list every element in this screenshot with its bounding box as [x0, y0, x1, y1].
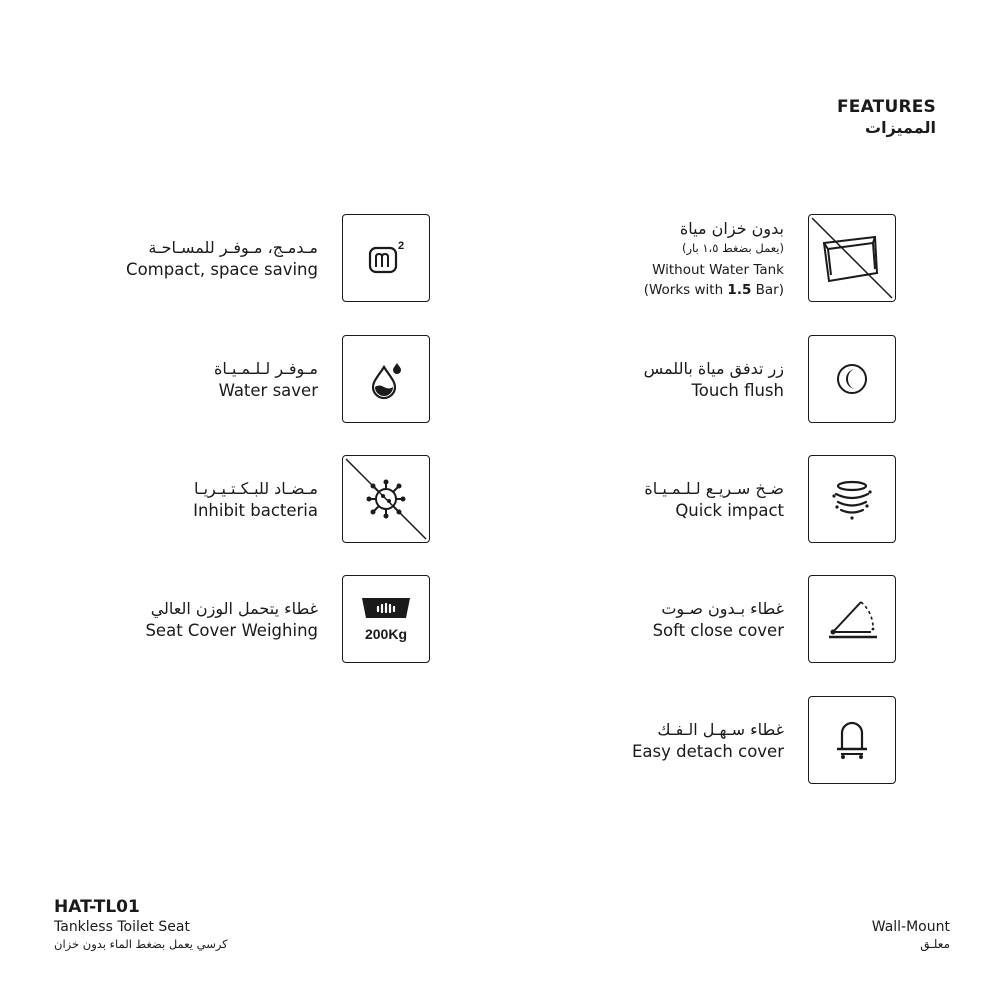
mount-type-ar: معلـق: [920, 937, 950, 951]
feature-label-en: Compact, space saving: [126, 260, 318, 279]
feature-label-en: Touch flush: [691, 381, 784, 400]
feature-label-en: Inhibit bacteria: [193, 501, 318, 520]
features-title-en: FEATURES: [836, 97, 936, 117]
mount-type: [872, 918, 950, 952]
feature-quick-impact: [0, 455, 896, 545]
features-heading: [837, 96, 936, 138]
soft-close-icon: [808, 575, 896, 663]
feature-touch-flush: [0, 335, 896, 425]
detach-cover-icon: [808, 696, 896, 784]
feature-label-ar: غطاء يتحمل الوزن العالي: [150, 599, 318, 618]
weight-badge: 200Kg: [364, 626, 408, 642]
feature-label-en: Seat Cover Weighing: [145, 621, 318, 640]
feature-label-en: Easy detach cover: [632, 742, 784, 761]
features-title-ar: المميزات: [865, 118, 936, 137]
feature-label-ar: مـضـاد للبـكـتـيـريـا: [194, 479, 318, 498]
feature-label-en: Water saver: [218, 381, 318, 400]
feature-label-ar: ضـخ سـريـع لـلـمـيـاة: [644, 479, 784, 498]
no-tank-icon: [808, 214, 896, 302]
svg-text:2: 2: [398, 240, 405, 252]
feature-label-ar: غطاء سـهـل الـفـك: [657, 720, 784, 739]
feature-without-water-tank: [0, 214, 896, 304]
feature-label-en: Without Water Tank: [652, 262, 784, 278]
feature-label-ar: مـدمـج، مـوفـر للمسـاحـة: [148, 238, 318, 257]
model-number: HAT-TL01: [54, 897, 140, 917]
product-name-ar: كرسي يعمل بضغط الماء بدون خزان: [54, 937, 228, 951]
feature-label-en: Soft close cover: [652, 621, 784, 640]
product-info: [54, 896, 228, 952]
feature-soft-close-cover: [0, 575, 896, 665]
feature-label-ar: مـوفـر لـلـمـيـاة: [213, 359, 318, 378]
product-name-en: Tankless Toilet Seat: [54, 919, 190, 935]
feature-label-ar: غطاء بـدون صـوت: [661, 599, 784, 618]
mount-type-en: Wall-Mount: [871, 919, 950, 935]
feature-sublabel-ar: (يعمل بضغط ١،٥ بار): [681, 241, 784, 255]
feature-label-en: Quick impact: [675, 501, 784, 520]
touch-button-icon: [808, 335, 896, 423]
feature-sublabel-en: (Works with 1.5 Bar): [643, 282, 784, 298]
feature-label-ar: بدون خزان مياة: [679, 219, 784, 238]
feature-label-ar: زر تدفق مياة باللمس: [643, 359, 784, 378]
water-vortex-icon: [808, 455, 896, 543]
feature-easy-detach-cover: [0, 696, 896, 786]
